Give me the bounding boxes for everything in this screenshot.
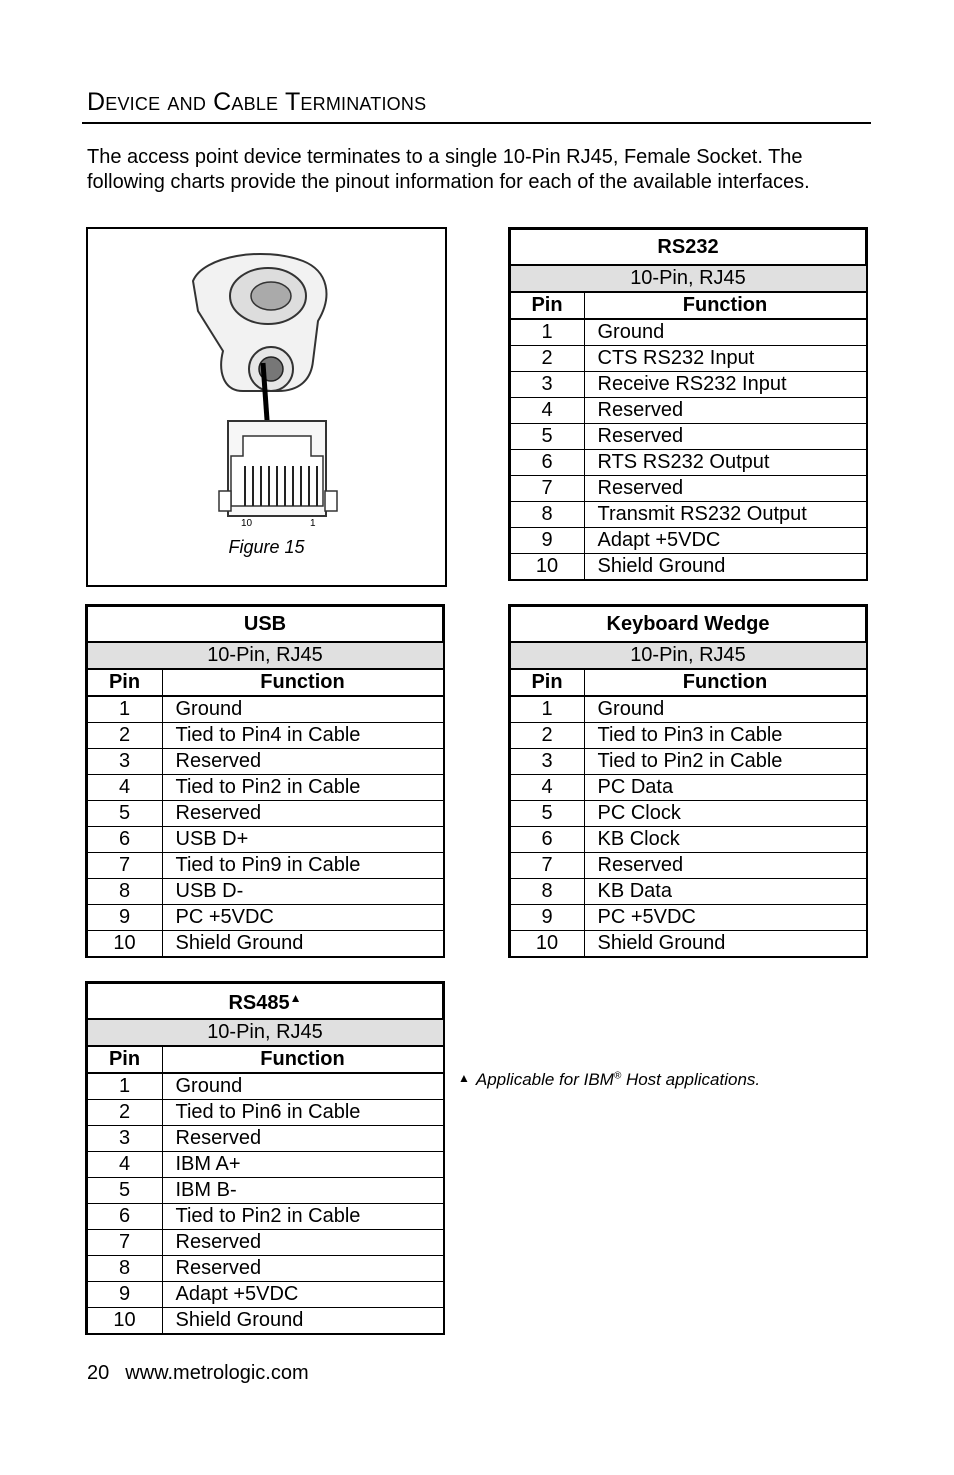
pin-number: 10 xyxy=(87,931,162,957)
pin-function: PC +5VDC xyxy=(162,905,443,931)
table-subtitle: 10-Pin, RJ45 xyxy=(87,642,443,669)
table-title: USB xyxy=(87,606,443,642)
pin-function: Shield Ground xyxy=(162,931,443,957)
footnote-text-before: Applicable for IBM xyxy=(475,1070,614,1089)
pin-number: 1 xyxy=(510,319,584,346)
pin-number: 1 xyxy=(87,696,162,723)
table-row xyxy=(510,319,866,346)
pin-number: 9 xyxy=(87,1282,162,1308)
table-row xyxy=(510,372,866,398)
pin-number: 6 xyxy=(87,1204,162,1230)
table-title xyxy=(87,983,443,1019)
pin-function: Tied to Pin9 in Cable xyxy=(162,853,443,879)
table-row xyxy=(87,1100,443,1126)
table-row xyxy=(510,879,866,905)
table-row xyxy=(510,424,866,450)
pin-number: 7 xyxy=(510,476,584,502)
pin-function: Reserved xyxy=(162,801,443,827)
keyboard-wedge-table xyxy=(509,605,867,957)
intro-paragraph: The access point device terminates to a single 10-Pin RJ45, Female Socket. The following charts provide the pinout information for each of the available interfaces. xyxy=(87,146,810,193)
pin-number: 2 xyxy=(510,346,584,372)
pin-function: Tied to Pin2 in Cable xyxy=(162,775,443,801)
column-header-pin: Pin xyxy=(87,669,162,696)
pin-number: 2 xyxy=(87,723,162,749)
table-row xyxy=(510,346,866,372)
pin-function: IBM A+ xyxy=(162,1152,443,1178)
table-row xyxy=(87,1230,443,1256)
table-title: RS232 xyxy=(510,229,866,265)
pin-function: Tied to Pin2 in Cable xyxy=(584,749,866,775)
pin-label-10: 10 xyxy=(241,518,253,529)
pin-function: Reserved xyxy=(162,1126,443,1152)
pin-function: PC Data xyxy=(584,775,866,801)
column-header-function: Function xyxy=(162,1046,443,1073)
table-body xyxy=(87,1073,443,1334)
pin-function: Shield Ground xyxy=(162,1308,443,1334)
pin-function: Reserved xyxy=(584,476,866,502)
pin-number: 7 xyxy=(87,853,162,879)
table-body xyxy=(510,696,866,957)
pin-function: Reserved xyxy=(584,398,866,424)
pin-number: 3 xyxy=(87,1126,162,1152)
table-row xyxy=(87,905,443,931)
pin-number: 4 xyxy=(87,775,162,801)
pin-number: 5 xyxy=(87,1178,162,1204)
pin-function: RTS RS232 Output xyxy=(584,450,866,476)
table-subtitle: 10-Pin, RJ45 xyxy=(87,1019,443,1046)
table-row xyxy=(87,749,443,775)
pin-function: CTS RS232 Input xyxy=(584,346,866,372)
rj45-connector-figure xyxy=(183,251,353,531)
footnote xyxy=(458,1070,760,1090)
pin-number: 6 xyxy=(510,827,584,853)
table-subtitle: 10-Pin, RJ45 xyxy=(510,265,866,292)
pin-number: 4 xyxy=(510,398,584,424)
table-row xyxy=(87,853,443,879)
table-row xyxy=(87,827,443,853)
pin-function: Reserved xyxy=(162,749,443,775)
table-row xyxy=(510,931,866,957)
pin-number: 5 xyxy=(87,801,162,827)
pin-number: 7 xyxy=(87,1230,162,1256)
table-row xyxy=(87,1152,443,1178)
table-row xyxy=(87,1126,443,1152)
pin-function: Reserved xyxy=(584,853,866,879)
pin-function: Adapt +5VDC xyxy=(162,1282,443,1308)
table-row xyxy=(510,723,866,749)
page-heading: Device and Cable Terminations xyxy=(87,88,427,116)
page-footer xyxy=(87,1362,309,1385)
pin-number: 2 xyxy=(510,723,584,749)
pin-function: USB D+ xyxy=(162,827,443,853)
pin-number: 2 xyxy=(87,1100,162,1126)
table-body xyxy=(510,319,866,580)
table-row xyxy=(87,1073,443,1100)
pin-function: Shield Ground xyxy=(584,931,866,957)
table-row xyxy=(510,827,866,853)
pin-number: 9 xyxy=(87,905,162,931)
pin-function: PC +5VDC xyxy=(584,905,866,931)
pin-number: 8 xyxy=(510,502,584,528)
table-row xyxy=(510,696,866,723)
pin-number: 8 xyxy=(87,1256,162,1282)
ibm-footnote-mark: ▲ xyxy=(289,991,302,1005)
rs232-table xyxy=(509,228,867,580)
pin-number: 10 xyxy=(87,1308,162,1334)
pin-number: 3 xyxy=(87,749,162,775)
pin-number: 8 xyxy=(87,879,162,905)
pin-number: 1 xyxy=(87,1073,162,1100)
figure-box xyxy=(86,227,447,587)
pin-function: IBM B- xyxy=(162,1178,443,1204)
pin-number: 10 xyxy=(510,931,584,957)
table-row xyxy=(87,1204,443,1230)
pin-number: 8 xyxy=(510,879,584,905)
pin-function: Ground xyxy=(584,319,866,346)
heading-rule xyxy=(82,122,871,124)
table-row xyxy=(510,450,866,476)
table-row xyxy=(510,801,866,827)
usb-table xyxy=(86,605,444,957)
table-row xyxy=(87,696,443,723)
pin-number: 4 xyxy=(510,775,584,801)
table-row xyxy=(510,502,866,528)
pin-function: Adapt +5VDC xyxy=(584,528,866,554)
column-header-pin: Pin xyxy=(510,669,584,696)
pin-number: 9 xyxy=(510,528,584,554)
page-number: 20 xyxy=(87,1362,110,1384)
column-header-function: Function xyxy=(584,669,866,696)
pin-number: 6 xyxy=(87,827,162,853)
pin-number: 9 xyxy=(510,905,584,931)
table-row xyxy=(510,398,866,424)
table-row xyxy=(510,905,866,931)
table-row xyxy=(87,879,443,905)
pin-number: 3 xyxy=(510,372,584,398)
pin-number: 1 xyxy=(510,696,584,723)
footnote-text-after: Host applications. xyxy=(621,1070,761,1089)
pin-label-1: 1 xyxy=(310,518,316,529)
table-subtitle: 10-Pin, RJ45 xyxy=(510,642,866,669)
table-title-text: RS485 xyxy=(228,992,290,1014)
footer-url: www.metrologic.com xyxy=(125,1362,309,1384)
pin-number: 10 xyxy=(510,554,584,580)
pin-function: Tied to Pin3 in Cable xyxy=(584,723,866,749)
table-row xyxy=(87,1178,443,1204)
table-row xyxy=(510,775,866,801)
pin-function: Ground xyxy=(584,696,866,723)
table-row xyxy=(510,528,866,554)
table-row xyxy=(87,775,443,801)
pin-function: Reserved xyxy=(162,1230,443,1256)
pin-function: Receive RS232 Input xyxy=(584,372,866,398)
table-row xyxy=(87,723,443,749)
footnote-mark: ▲ xyxy=(458,1071,470,1085)
pin-function: KB Clock xyxy=(584,827,866,853)
table-row xyxy=(87,1256,443,1282)
table-row xyxy=(510,749,866,775)
pin-function: USB D- xyxy=(162,879,443,905)
pin-number: 4 xyxy=(87,1152,162,1178)
table-row xyxy=(510,554,866,580)
rs485-table xyxy=(86,982,444,1334)
pin-function: Tied to Pin4 in Cable xyxy=(162,723,443,749)
pin-number: 6 xyxy=(510,450,584,476)
table-row xyxy=(87,931,443,957)
pin-number: 7 xyxy=(510,853,584,879)
pin-number: 3 xyxy=(510,749,584,775)
column-header-function: Function xyxy=(162,669,443,696)
pin-function: Tied to Pin2 in Cable xyxy=(162,1204,443,1230)
pin-function: Reserved xyxy=(162,1256,443,1282)
column-header-pin: Pin xyxy=(510,292,584,319)
table-body xyxy=(87,696,443,957)
column-header-pin: Pin xyxy=(87,1046,162,1073)
pin-function: Reserved xyxy=(584,424,866,450)
table-row xyxy=(87,1308,443,1334)
pin-function: PC Clock xyxy=(584,801,866,827)
column-header-function: Function xyxy=(584,292,866,319)
table-row xyxy=(510,476,866,502)
table-row xyxy=(87,801,443,827)
pin-function: Transmit RS232 Output xyxy=(584,502,866,528)
table-row xyxy=(87,1282,443,1308)
registered-mark: ® xyxy=(613,1070,622,1082)
pin-function: Ground xyxy=(162,1073,443,1100)
table-row xyxy=(510,853,866,879)
table-title: Keyboard Wedge xyxy=(510,606,866,642)
pin-number: 5 xyxy=(510,424,584,450)
pin-function: Ground xyxy=(162,696,443,723)
pin-number: 5 xyxy=(510,801,584,827)
pin-function: KB Data xyxy=(584,879,866,905)
pin-function: Shield Ground xyxy=(584,554,866,580)
figure-caption: Figure 15 xyxy=(228,537,305,557)
pin-function: Tied to Pin6 in Cable xyxy=(162,1100,443,1126)
